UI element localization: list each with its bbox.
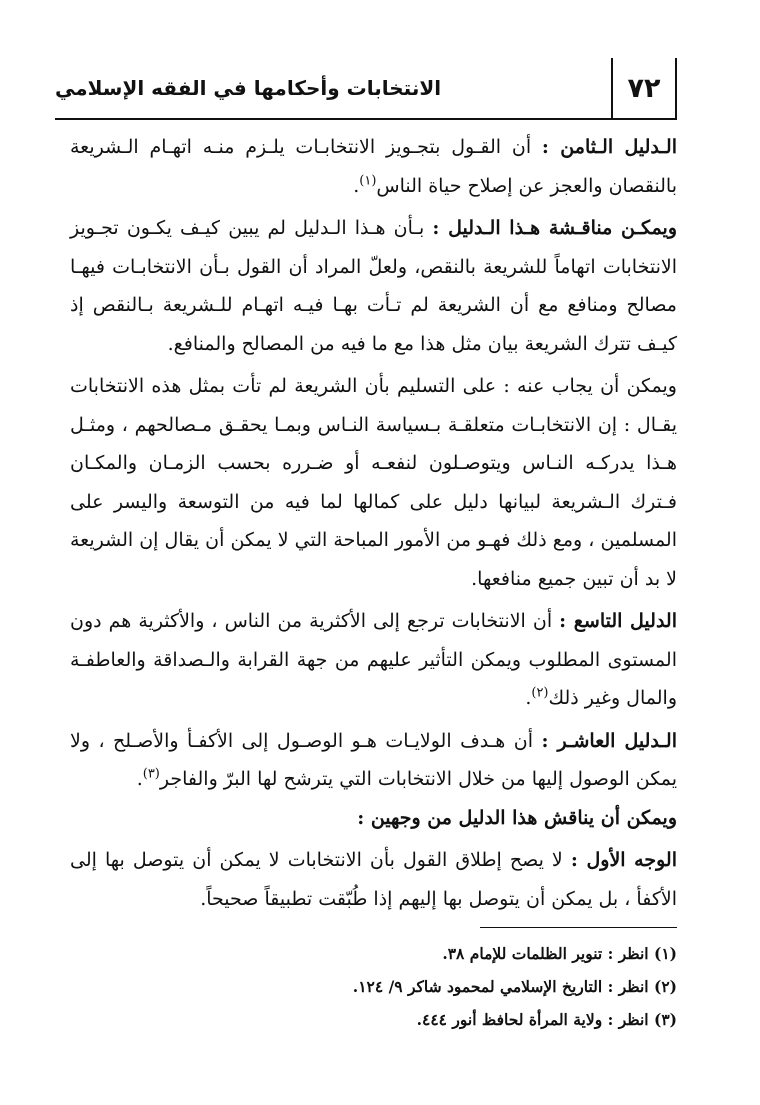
running-title: الانتخابات وأحكامها في الفقه الإسلامي	[55, 76, 442, 100]
discussion-heading: ويمكن أن يناقش هذا الدليل من وجهين :	[357, 806, 677, 829]
paragraph-answer	[70, 367, 677, 598]
page-number: ٧٢	[611, 58, 677, 118]
paragraph-text: أن الانتخابات ترجع إلى الأكثرية من الناس ، والأكثرية هم دون المستوى المطلوب ويمكن التأثير عليهم من جهة القرابة والـصداقة والعاطفـة والمال وغير ذلك	[70, 610, 677, 709]
paragraph-text: أن هـدف الولايـات هـو الوصـول إلى الأكفـأ والأصـلح ، ولا يمكن الوصول إليها من خلال الانتخابات التي يترشح لها البرّ والفاجر	[70, 729, 677, 790]
paragraph-tail: .	[525, 687, 532, 709]
paragraph-eighth-evidence	[70, 128, 677, 205]
paragraph-discussion	[70, 209, 677, 363]
paragraph-lead: الدليل التاسع :	[559, 610, 677, 632]
paragraph-text: لا يصح إطلاق القول بأن الانتخابات لا يمكن أن يتوصل بها إلى الأكفأ ، بل يمكن أن يتوصل بها إليهم إذا طُبّقت تطبيقاً صحيحاً.	[70, 849, 677, 910]
paragraph-lead: ويمكـن مناقـشة هـذا الـدليل :	[432, 217, 677, 239]
paragraph-text: أن القـول بتجـويز الانتخابـات يلـزم منـه اتهـام الـشريعة بالنقصان والعجز عن إصلاح حياة الناس	[70, 136, 677, 197]
footnote-ref: (١)	[359, 173, 377, 189]
paragraph-text: بـأن هـذا الـدليل لم يبين كيـف يكـون تجـويز الانتخابات اتهاماً للشريعة بالنقص، ولعلّ المراد أن القول بـأن الانتخابـات فيهـا مصالح ومنافع مع أن الشريعة لم تـأت بهـا فيـه اتهـام للـشريعة بـالنقص إذ كيـف تترك الشريعة بيان مثل هذا مع ما فيه من المصالح والمنافع.	[70, 217, 677, 355]
footnote-1: (١) انظر : تنوير الظلمات للإمام ٣٨.	[442, 944, 677, 963]
paragraph-tail: .	[136, 768, 143, 790]
paragraph-tenth-evidence	[70, 722, 677, 799]
footnotes	[70, 937, 677, 1036]
paragraph-text: ويمكن أن يجاب عنه : على التسليم بأن الشريعة لم تأت بمثل هذه الانتخابات يقـال : إن الانتخابـات متعلقـة بـسياسة النـاس وبمـا يحقـق مـصالحهم ، ومثـل هـذا يدركـه النـاس ويتوصـلون لنفعـه أو ضـرره بحسب الزمـان والمكـان فـترك الـشريعة لبيانها دليل على كمالها لما فيه من التوسعة واليسر على المسلمين ، ومع ذلك فهـو من الأمور المباحة التي لا يمكن أن يقال إن الشريعة لا بد أن تبين جميع منافعها.	[70, 375, 677, 590]
paragraph-lead: الوجه الأول :	[570, 849, 678, 871]
body-text	[70, 128, 677, 922]
paragraph-lead: الـدليل الـثامن :	[541, 136, 677, 158]
footnote-3: (٣) انظر : ولاية المرأة لحافظ أنور ٤٤٤.	[416, 1010, 677, 1029]
footnote-ref: (٢)	[531, 685, 549, 701]
footnote-separator	[480, 927, 677, 928]
paragraph-lead: الـدليل العاشـر :	[541, 729, 677, 752]
header-rule	[55, 118, 677, 120]
footnote-2: (٢) انظر : التاريخ الإسلامي لمحمود شاكر ٩/ ١٢٤.	[352, 977, 677, 996]
paragraph-first-aspect	[70, 841, 677, 918]
paragraph-ninth-evidence	[70, 602, 677, 718]
footnote-ref: (٣)	[142, 766, 160, 782]
paragraph-tail: .	[353, 174, 360, 197]
running-header	[55, 58, 677, 120]
